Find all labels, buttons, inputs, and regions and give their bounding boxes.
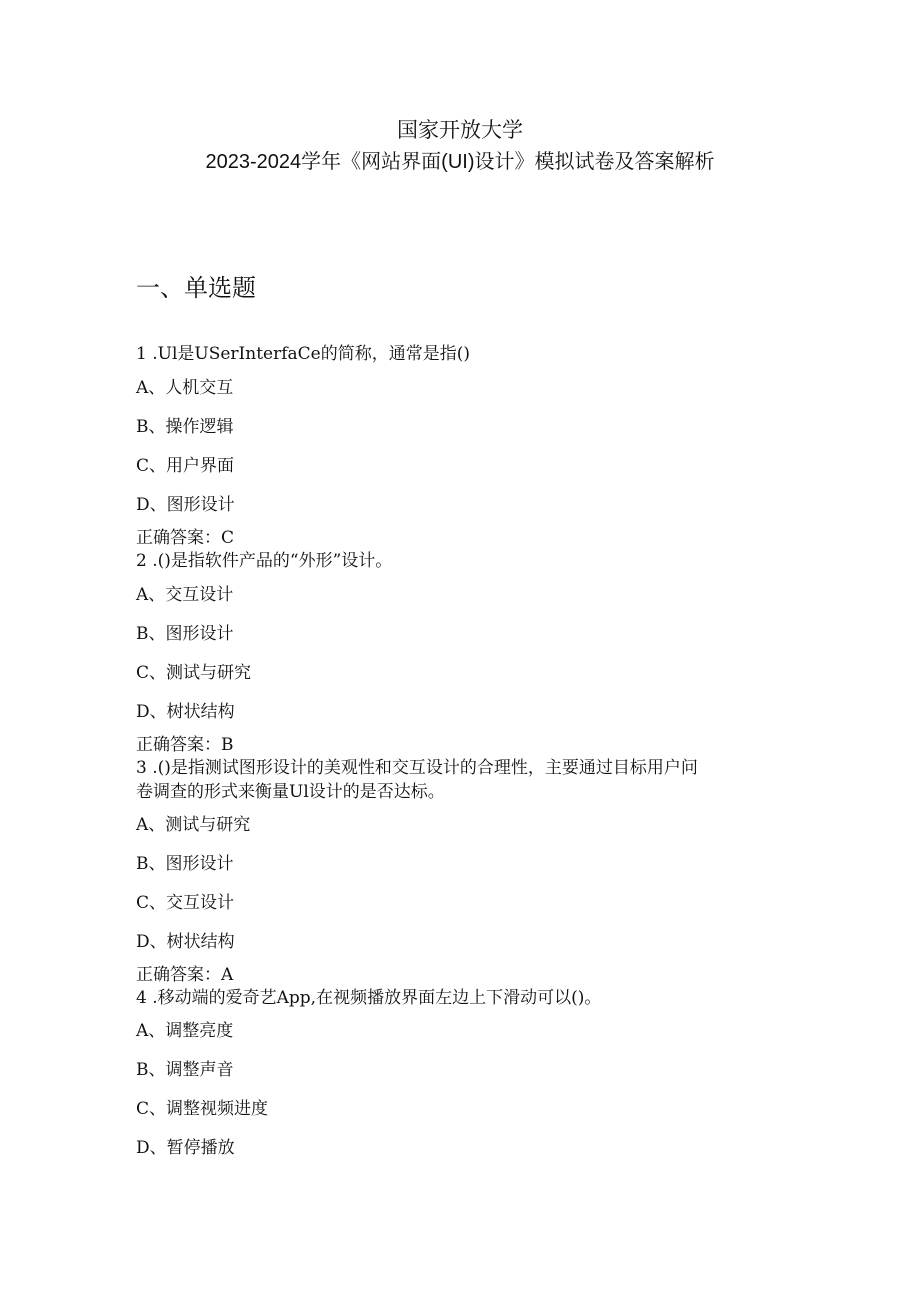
exam-title: 2023-2024学年《网站界面(UI)设计》模拟试卷及答案解析 — [205, 151, 715, 173]
correct-answer: 正确答案：B — [136, 735, 234, 755]
answer-option: B、图形设计 — [136, 624, 234, 644]
answer-option: D、树状结构 — [136, 702, 235, 722]
answer-option: B、图形设计 — [136, 854, 234, 874]
question-stem: 4 .移动端的爱奇艺App,在视频播放界面左边上下滑动可以()。 — [136, 988, 602, 1008]
answer-option: D、暂停播放 — [136, 1138, 235, 1158]
answer-option: C、调整视频进度 — [136, 1099, 269, 1119]
answer-option: D、图形设计 — [136, 495, 235, 515]
institution-title: 国家开放大学 — [397, 118, 523, 142]
question-stem-continued: 卷调查的形式来衡量Ul设计的是否达标。 — [136, 782, 445, 802]
answer-option: B、调整声音 — [136, 1060, 234, 1080]
section-heading: 一、单选题 — [136, 274, 256, 302]
correct-answer: 正确答案：A — [136, 965, 234, 985]
answer-option: C、交互设计 — [136, 893, 235, 913]
question-stem: 2 .()是指软件产品的“外形”设计。 — [136, 551, 393, 571]
answer-option: C、用户界面 — [136, 456, 235, 476]
answer-option: A、交互设计 — [136, 585, 234, 605]
correct-answer: 正确答案：C — [136, 528, 235, 548]
answer-option: B、操作逻辑 — [136, 417, 234, 437]
question-stem: 3 .()是指测试图形设计的美观性和交互设计的合理性，主要通过目标用户问 — [136, 758, 698, 778]
answer-option: D、树状结构 — [136, 932, 235, 952]
question-stem: 1 .Ul是USerInterfaCe的简称，通常是指() — [136, 344, 470, 364]
answer-option: A、测试与研究 — [136, 815, 251, 835]
answer-option: C、测试与研究 — [136, 663, 252, 683]
answer-option: A、调整亮度 — [136, 1021, 234, 1041]
answer-option: A、人机交互 — [136, 378, 234, 398]
